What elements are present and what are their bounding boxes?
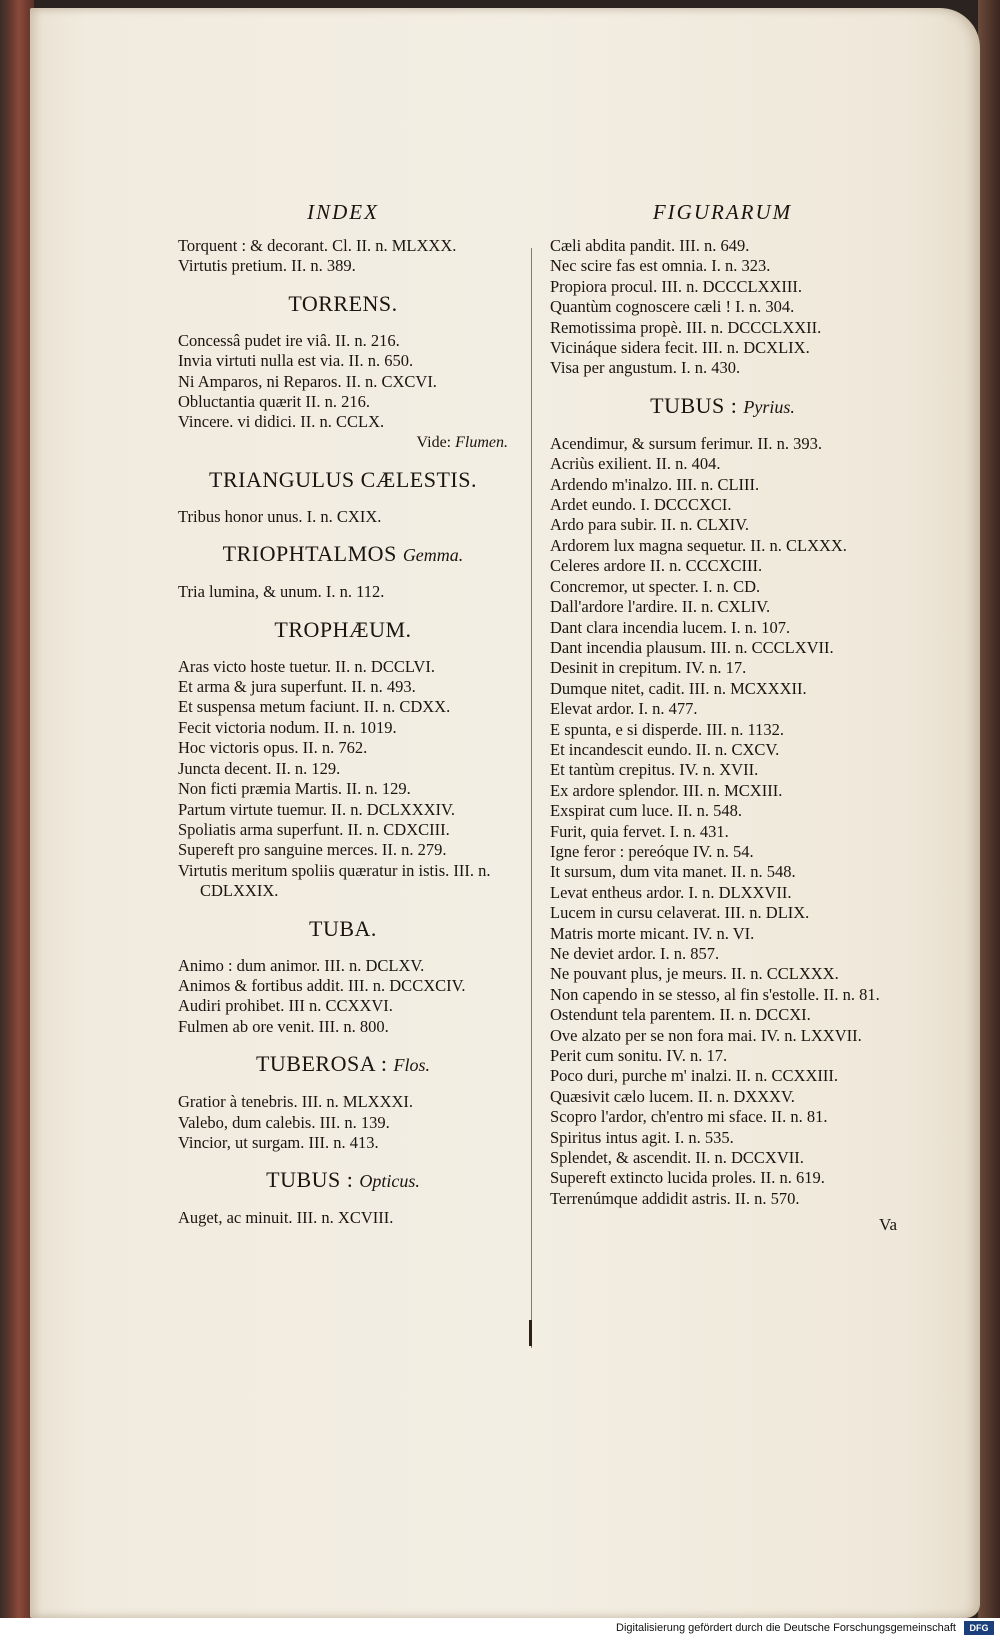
index-entry: Vincior, ut surgam. III. n. 413. (178, 1132, 379, 1152)
index-entry: Concessâ pudet ire viâ. II. n. 216. (178, 330, 400, 350)
cross-reference-target: Flumen. (455, 433, 508, 451)
index-entry: Acendimur, & sursum ferimur. II. n. 393. (550, 433, 823, 453)
index-entry: Tria lumina, & unum. I. n. 112. (178, 582, 385, 602)
index-entry: Supereft extincto lucida proles. II. n. 619. (550, 1168, 825, 1188)
section-heading (178, 916, 508, 942)
index-entry: Exspirat cum luce. II. n. 548. (550, 801, 742, 821)
catchword: Va (879, 1215, 897, 1235)
section-title: TRIOPHTALMOS (222, 541, 397, 567)
index-entry: Elevat ardor. I. n. 477. (550, 699, 698, 719)
right-column (550, 200, 897, 1235)
section-heading (178, 1167, 508, 1194)
column-divider-end (529, 1320, 532, 1346)
index-entry: Scopro l'ardor, ch'entro mi sface. II. n. 81. (550, 1107, 828, 1127)
index-entry: Audiri prohibet. III n. CCXXVI. (178, 996, 393, 1016)
index-entry: It sursum, dum vita manet. II. n. 548. (550, 862, 796, 882)
index-entry: Desinit in crepitum. IV. n. 17. (550, 658, 747, 678)
right-sections (550, 393, 895, 1209)
index-entry: Quantùm cognoscere cæli ! I. n. 304. (550, 297, 795, 317)
index-entry: Ardorem lux magna sequetur. II. n. CLXXX. (550, 535, 847, 555)
index-entry: Acriùs exilient. II. n. 404. (550, 454, 721, 474)
section-title: TUBUS : (650, 392, 738, 418)
section-heading (178, 1051, 508, 1078)
index-entry: Hoc victoris opus. II. n. 762. (178, 738, 368, 758)
index-entry: E spunta, e si disperde. III. n. 1132. (550, 719, 785, 739)
index-entry: Non capendo in se stesso, al fin s'estolle. II. n. 81. (550, 984, 880, 1004)
index-entry: Aras victo hoste tuetur. II. n. DCCLVI. (178, 656, 435, 676)
section-heading (178, 291, 508, 317)
section-subtitle: Flos. (393, 1055, 431, 1076)
section-heading (178, 617, 508, 643)
running-head-left: INDEX (307, 200, 379, 224)
index-entry: Celeres ardore II. n. CCCXCIII. (550, 556, 763, 576)
index-entry: Et tantùm crepitus. IV. n. XVII. (550, 760, 759, 780)
section-heading (550, 393, 895, 420)
left-column (178, 200, 508, 1229)
section-subtitle: Gemma. (402, 545, 464, 566)
index-entry: Ex ardore splendor. III. n. MCXIII. (550, 780, 783, 800)
section-heading (178, 467, 508, 493)
index-entry: Dant clara incendia lucem. I. n. 107. (550, 617, 791, 637)
index-entry: Dumque nitet, cadit. III. n. MCXXXII. (550, 678, 807, 698)
index-entry: Vincere. vi didici. II. n. CCLX. (178, 412, 385, 432)
index-entry: Lucem in cursu celaverat. III. n. DLIX. (550, 903, 810, 923)
index-entry: Supereft pro sanguine merces. II. n. 279. (178, 840, 447, 860)
index-entry: Splendet, & ascendit. II. n. DCCXVII. (550, 1148, 804, 1168)
index-entry: Ove alzato per se non fora mai. IV. n. LXXVII. (550, 1025, 862, 1045)
index-entry: Partum virtute tuemur. II. n. DCLXXXIV. (178, 799, 455, 819)
index-entry: Propiora procul. III. n. DCCCLXXIII. (550, 276, 803, 296)
index-entry: Quæsivit cælo lucem. II. n. DXXXV. (550, 1086, 795, 1106)
index-entry: Ni Amparos, ni Reparos. II. n. CXCVI. (178, 371, 437, 391)
section-heading (178, 541, 508, 568)
index-entry: Ne pouvant plus, je meurs. II. n. CCLXXX. (550, 964, 839, 984)
section-title: TROPHÆUM. (274, 616, 412, 642)
column-divider (531, 248, 532, 1348)
index-entry: Et arma & jura superfunt. II. n. 493. (178, 677, 416, 697)
footer-credit: Digitalisierung gefördert durch die Deutsche Forschungsgemeinschaft (616, 1622, 956, 1634)
section-title: TUBA. (309, 915, 377, 941)
index-entry: Virtutis meritum spoliis quæratur in istis. III. n. CDLXXIX. (178, 860, 491, 901)
index-entry: Fecit victoria nodum. II. n. 1019. (178, 717, 397, 737)
dfg-logo: DFG (964, 1621, 994, 1635)
running-head-right: FIGURARUM (652, 200, 793, 224)
index-entry: Spiritus intus agit. I. n. 535. (550, 1127, 734, 1147)
section-title: TORRENS. (288, 290, 398, 316)
index-entry: Ardet eundo. I. DCCCXCI. (550, 495, 732, 515)
index-entry: Igne feror : pereóque IV. n. 54. (550, 841, 754, 861)
index-entry: Torquent : & decorant. Cl. II. n. MLXXX. (178, 236, 457, 255)
index-entry: Ardendo m'inalzo. III. n. CLIII. (550, 474, 760, 494)
index-entry: Concremor, ut specter. I. n. CD. (550, 576, 761, 596)
index-entry: Et suspensa metum faciunt. II. n. CDXX. (178, 697, 451, 717)
index-entry: Ardo para subir. II. n. CLXIV. (550, 515, 750, 535)
index-entry: Ostendunt tela parentem. II. n. DCCXI. (550, 1005, 811, 1025)
index-entry: Matris morte micant. IV. n. VI. (550, 923, 755, 943)
section-subtitle: Opticus. (359, 1171, 420, 1192)
index-entry: Animo : dum animor. III. n. DCLXV. (178, 955, 425, 975)
index-entry: Poco duri, purche m' inalzi. II. n. CCXXIII. (550, 1066, 838, 1086)
cross-reference-label: Vide: (416, 433, 452, 451)
index-entry: Cæli abdita pandit. III. n. 649. (550, 236, 750, 255)
index-entry: Nec scire fas est omnia. I. n. 323. (550, 256, 771, 276)
index-entry: Valebo, dum calebis. III. n. 139. (178, 1112, 390, 1132)
page-edge (978, 0, 1000, 1641)
index-entry: Invia virtuti nulla est via. II. n. 650. (178, 351, 414, 371)
index-entry: Visa per angustum. I. n. 430. (550, 358, 741, 378)
section-title: TUBUS : (266, 1167, 354, 1193)
index-entry: Virtutis pretium. II. n. 389. (178, 256, 356, 276)
index-entry: Dant incendia plausum. III. n. CCCLXVII. (550, 637, 834, 657)
book-spine (0, 0, 34, 1641)
index-entry: Ne deviet ardor. I. n. 857. (550, 944, 720, 963)
index-entry: Auget, ac minuit. III. n. XCVIII. (178, 1208, 394, 1228)
index-entry: Non ficti præmia Martis. II. n. 129. (178, 779, 411, 799)
index-entry: Juncta decent. II. n. 129. (178, 758, 341, 778)
index-entry: Furit, quia fervet. I. n. 431. (550, 821, 729, 841)
left-intro-entries (178, 236, 508, 277)
index-entry: Gratior à tenebris. III. n. MLXXXI. (178, 1092, 414, 1112)
right-intro-entries (550, 236, 895, 379)
section-title: TUBEROSA : (255, 1051, 388, 1077)
index-entry: Terrenúmque addidit astris. II. n. 570. (550, 1188, 800, 1208)
section-title: TRIANGULUS CÆLESTIS. (209, 466, 477, 492)
index-entry: Remotissima propè. III. n. DCCCLXXII. (550, 317, 822, 337)
index-entry: Animos & fortibus addit. III. n. DCCXCIV. (178, 975, 466, 995)
index-entry: Vicináque sidera fecit. III. n. DCXLIX. (550, 338, 810, 358)
index-entry: Tribus honor unus. I. n. CXIX. (178, 506, 382, 526)
index-entry: Perit cum sonitu. IV. n. 17. (550, 1046, 728, 1066)
left-sections (178, 291, 508, 1229)
index-entry: Spoliatis arma superfunt. II. n. CDXCIII. (178, 819, 450, 839)
index-entry: Fulmen ab ore venit. III. n. 800. (178, 1016, 389, 1036)
section-subtitle: Pyrius. (743, 396, 795, 417)
index-entry: Et incandescit eundo. II. n. CXCV. (550, 739, 780, 759)
cross-reference (178, 433, 508, 453)
index-entry: Dall'ardore l'ardire. II. n. CXLIV. (550, 597, 771, 617)
index-entry: Levat entheus ardor. I. n. DLXXVII. (550, 882, 792, 902)
index-entry: Obluctantia quærit II. n. 216. (178, 392, 371, 412)
